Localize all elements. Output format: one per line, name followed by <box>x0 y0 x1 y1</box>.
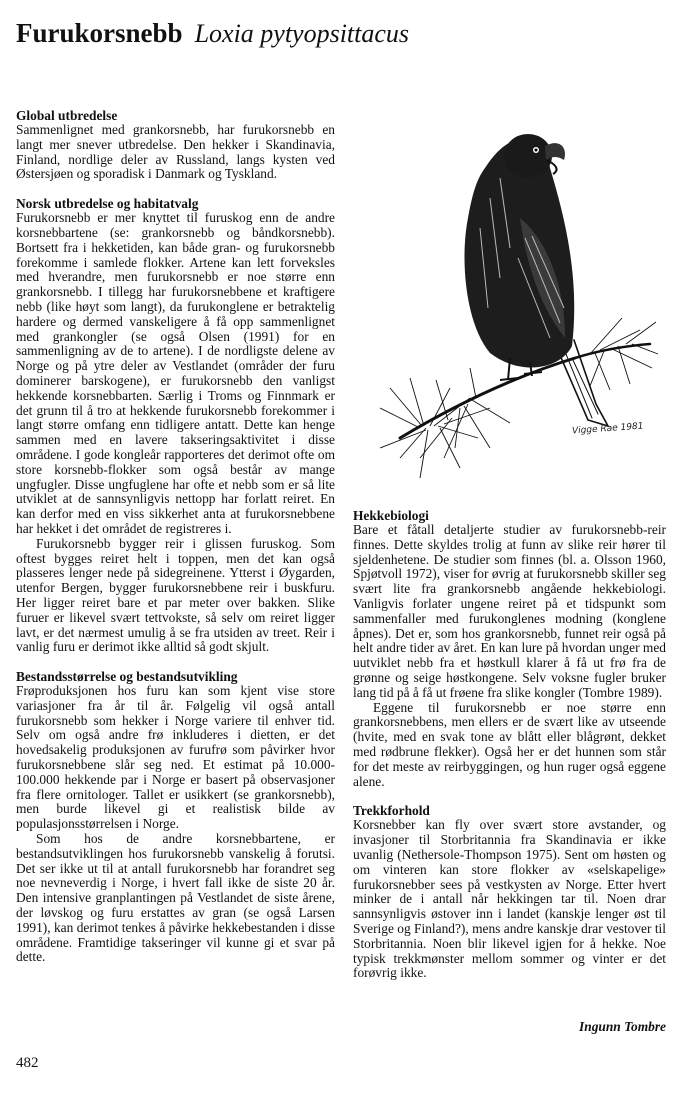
norsk-paragraph-1: Furukorsnebb er mer knyttet til furuskog enn de andre korsnebbartene (se: grankorsnebb og båndkorsnebb). Bortsett fra i hekketiden, kan både gran- og furukorsnebb forekomme i samlede flokker. Artene kan lett forveksles med hverandre, men furukorsnebb er noe større enn grankorsnebb. I tillegg har furukorsnebbene et kraftigere nebb (like høyt som langt), da furukonglene er betraktelig hardere og dermed vanskeligere å få opp sammenlignet med grankongler (se også Olsen (1991) for en sammenligning av de to artene). I de nordligste delene av Norge og på ytre deler av Vestlandet (områder der furu dominerer barskogene), er furukorsnebb den vanligst hekkende korsnebbarten. Særlig i Troms og Finnmark er det grunn til å tro at hekkende furukorsnebb forekommer i langt større omfang enn tidligere antatt. Dette kan henge sammen med en lavere takseringsaktivitet i disse områdene. I gode kongleår rapporteres det derimot ofte om store korsnebb-flokker som også består av mange ungfugler. Disse ungfuglene har ofte et nebb som er så lite utviklet at de sannsynligvis nettopp har forlatt reiret. En kan derfor med en viss sikkerhet anta at furukorsnebbene har hekket i det området de registreres i. <box>16 210 335 536</box>
section-heading-bestand: Bestandsstørrelse og bestandsutvikling <box>16 669 238 685</box>
section-heading-norsk: Norsk utbredelse og habitatvalg <box>16 196 199 212</box>
left-column <box>16 108 335 965</box>
trekk-paragraph: Korsnebber kan fly over svært store avstander, og invasjoner til Storbritannia fra Skandinavia er ikke uvanlig (Nethersole-Thompson 1975). Sent om høsten og om vinteren kan store flokker av «selskapelige» furukorsnebber sees på vestkysten av Norge. Etter hvert minker de i antall når hekkingen tar til. Noen drar sannsynligvis østover inn i landet (kanskje lenger øst til Sverige og Finland?), mens andre kanskje drar vestover til Storbritannia. Noen blir likevel igjen for å hekke. Noe typisk trekkmønster mellom sommer og vinter er det forøvrig ikke. <box>353 817 666 981</box>
bestand-paragraph-1: Frøproduksjonen hos furu kan som kjent vise store variasjoner fra år til år. Følgelig vil også antall furukorsnebb som hekker i Norge variere til enhver tid. Selv om også andre frø inkluderes i dietten, er det hovedsakelig produksjonen av furufrø som påvirker hvor furukorsnebbene slår seg ned. Et estimat på 10.000-100.000 hekkende par i Norge er basert på observasjoner fra flere ornitologer. Tallet er usikkert (se grankorsnebb), men burde likevel gi et realistisk bilde av populasjonsstørrelsen i Norge. <box>16 683 335 832</box>
right-column <box>353 508 666 981</box>
page-title <box>16 18 409 49</box>
hekke-paragraph-2: Eggene til furukorsnebb er noe større enn grankorsnebbens, men ellers er de svært like av utseende (hvite, med en svak tone av blått eller blågrønt, dekket med rødbrune flekker). Også her er det hunnen som står for det meste av reirbyggingen, og hun ruger også eggene alene. <box>353 699 666 789</box>
section-heading-trekk: Trekkforhold <box>353 803 430 819</box>
species-name: Furukorsnebb <box>16 18 183 48</box>
bestand-paragraph-2: Som hos de andre korsnebbartene, er bestandsutviklingen hos furukorsnebb vanskelig å forutsi. Det ser ikke ut til at antall furukorsnebb har forandret seg noe nevneverdig i Norge, i hvert fall ikke de siste 20 år. Den intensive granplantingen på Vestlandet de siste årene, der løvskog og furu erstattes av gran (se også Larsen 1991), kan derimot tenkes å påvirke hekkebestanden i disse områdene. Framtidige takseringer vil kunne gi et svar på dette. <box>16 831 335 965</box>
species-latin-name: Loxia pytyopsittacus <box>194 19 410 48</box>
artist-signature: Vigge Rae 1981 <box>571 421 644 437</box>
section-heading-hekke: Hekkebiologi <box>353 508 429 523</box>
global-paragraph: Sammenlignet med grankorsnebb, har furukorsnebb en langt mer snever utbredelse. Den hekker i Skandinavia, Finland, nordlige deler av Russland, langs kysten ved Østersjøen og sporadisk i Danmark og Tyskland. <box>16 122 335 182</box>
author-signature: Ingunn Tombre <box>579 1019 666 1034</box>
page-number: 482 <box>16 1055 39 1071</box>
section-heading-global: Global utbredelse <box>16 108 118 123</box>
hekke-paragraph-1: Bare et fåtall detaljerte studier av furukorsnebb-reir finnes. Dette skyldes trolig at funn av slike reir hører til sjeldenhetene. De studier som finnes (bl. a. Olsson 1960, Spjøtvoll 1972), viser for øvrig at furukorsnebb skiller seg svært lite fra grankorsnebb angående hekkebiologi. Vanligvis forlater ungene reiret på et tidspunkt som sammenfaller med furukonglenes modning (konglene åpnes). Det er, som hos grankorsnebb, funnet reir også på helt andre tider av året. En kan lure på hvordan unger med uutviklet nebb fra et høstkull klarer å få ut frø fra de grønne og seige høstkongene. Selv voksne fugler bruker lang tid på å få ut frøene fra slike kongler (Tombre 1989). <box>353 522 666 700</box>
norsk-paragraph-2: Furukorsnebb bygger reir i glissen furuskog. Som oftest bygges reiret helt i toppen, men det kan også plasseres lenger nede på sidegreinene. Ytterst i Øygarden, utenfor Bergen, bygger furukorsnebbene reir i buskfuru. Her ligger reiret bare et par meter over bakken. Slike furuer er likevel svært tettvokste, så selv om reiret ligger lavt, er det nærmest umulig å se fra utsiden av treet. Reir i vanlig furu er derimot ikke alltid så godt skjult. <box>16 535 335 655</box>
